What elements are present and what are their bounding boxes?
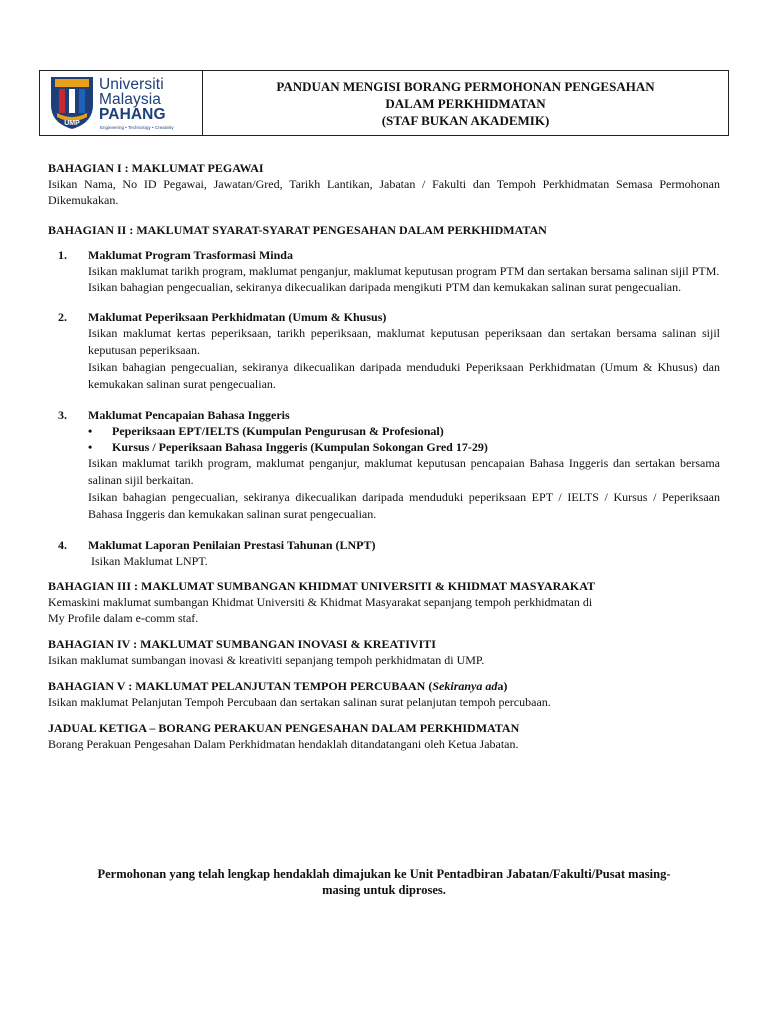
section-5-heading-main: BAHAGIAN V : MAKLUMAT PELANJUTAN TEMPOH PERCUBAAN ( (48, 679, 433, 693)
item-paragraph: Isikan maklumat tarikh program, maklumat penganjur, maklumat keputusan program PTM dan sertakan bersama salinan sijil PTM. (88, 264, 720, 278)
item-paragraph: Isikan maklumat kertas peperiksaan, tarikh peperiksaan, maklumat keputusan peperiksaan dan sertakan bersama salinan sijil keputusan peperiksaan. (88, 326, 720, 357)
university-logo (40, 71, 203, 135)
submission-note (48, 866, 720, 898)
bullet-text: Kursus / Peperiksaan Bahasa Inggeris (Kumpulan Sokongan Gred 17-29) (112, 440, 488, 454)
document-body (48, 160, 720, 752)
section-3-text-line: Kemaskini maklumat sumbangan Khidmat Universiti & Khidmat Masyarakat sepanjang tempoh perkhidmatan di (48, 595, 593, 609)
ump-shield-icon (49, 75, 95, 131)
jadual-ketiga-text: Borang Perakuan Pengesahan Dalam Perkhidmatan hendaklah ditandatangani oleh Ketua Jabatan. (48, 737, 519, 751)
submission-note-line: masing untuk diproses. (322, 883, 446, 897)
item-number: 1. (58, 248, 67, 262)
jadual-ketiga-heading: JADUAL KETIGA – BORANG PERAKUAN PENGESAHAN DALAM PERKHIDMATAN (48, 721, 520, 735)
logo-line: PAHANG (99, 106, 166, 123)
section-2-item-4 (48, 537, 720, 569)
title-line: PANDUAN MENGISI BORANG PERMOHONAN PENGESAHAN (276, 78, 655, 94)
section-5-heading-italic: Sekiranya ad (432, 679, 498, 693)
bullet-item (88, 439, 720, 455)
section-2-item-3 (48, 407, 720, 523)
document-header (39, 70, 729, 136)
section-2-heading: BAHAGIAN II : MAKLUMAT SYARAT-SYARAT PENGESAHAN DALAM PERKHIDMATAN (48, 223, 547, 237)
document-title (203, 71, 728, 135)
logo-badge-text: UMP (64, 120, 80, 127)
section-1-text: Isikan Nama, No ID Pegawai, Jawatan/Gred, Tarikh Lantikan, Jabatan / Fakulti dan Tempoh Perkhidmatan Semasa Permohonan Dikemukakan. (48, 177, 720, 207)
item-paragraph: Isikan bahagian pengecualian, sekiranya dikecualikan daripada menduduki peperiksaan EPT / IELTS / Kursus / Peperiksaan Bahasa Inggeris dan kemukakan salinan surat pengecualian. (88, 490, 720, 521)
bullet-icon: • (88, 424, 93, 438)
item-title: Maklumat Laporan Penilaian Prestasi Tahunan (LNPT) (88, 538, 376, 552)
item-number: 4. (58, 538, 67, 552)
section-4-text: Isikan maklumat sumbangan inovasi & kreativiti sepanjang tempoh perkhidmatan di UMP. (48, 653, 485, 667)
item-number: 3. (58, 408, 67, 422)
item-title: Maklumat Program Trasformasi Minda (88, 248, 293, 262)
section-5-heading-end: a) (497, 679, 508, 693)
section-3-text-line: My Profile dalam e-comm staf. (48, 611, 199, 625)
item-number: 2. (58, 310, 67, 324)
section-2-item-1 (48, 247, 720, 295)
title-line: (STAF BUKAN AKADEMIK) (381, 112, 550, 128)
item-paragraph: Isikan bahagian pengecualian, sekiranya dikecualikan daripada menduduki Peperiksaan Perkhidmatan (Umum & Khusus) dan kemukakan salinan surat pengecualian. (88, 360, 720, 391)
logo-wordmark (99, 77, 166, 122)
logo-line: Universiti (99, 76, 164, 93)
section-5-text: Isikan maklumat Pelanjutan Tempoh Percubaan dan sertakan salinan surat pelanjutan tempoh percubaan. (48, 695, 551, 709)
logo-tagline: Engineering • Technology • Creativity (100, 125, 174, 130)
section-1-heading: BAHAGIAN I : MAKLUMAT PEGAWAI (48, 161, 264, 175)
item-title: Maklumat Peperiksaan Perkhidmatan (Umum & Khusus) (88, 310, 387, 324)
bullet-text: Peperiksaan EPT/IELTS (Kumpulan Pengurusan & Profesional) (112, 424, 444, 438)
submission-note-line: Permohonan yang telah lengkap hendaklah dimajukan ke Unit Pentadbiran Jabatan/Fakulti/Pusat masing- (97, 867, 671, 881)
section-4-heading: BAHAGIAN IV : MAKLUMAT SUMBANGAN INOVASI & KREATIVITI (48, 637, 436, 651)
item-paragraph: Isikan Maklumat LNPT. (88, 554, 208, 568)
section-3-heading: BAHAGIAN III : MAKLUMAT SUMBANGAN KHIDMAT UNIVERSITI & KHIDMAT MASYARAKAT (48, 579, 596, 593)
section-5-heading (48, 678, 720, 694)
item-paragraph: Isikan maklumat tarikh program, maklumat penganjur, maklumat keputusan pencapaian Bahasa Inggeris dan sertakan bersama salinan sijil berkaitan. (88, 456, 720, 487)
item-title: Maklumat Pencapaian Bahasa Inggeris (88, 408, 290, 422)
section-2-item-2 (48, 309, 720, 393)
logo-line: Malaysia (99, 91, 161, 108)
title-line: DALAM PERKHIDMATAN (385, 95, 546, 111)
bullet-item (88, 423, 720, 439)
item-paragraph: Isikan bahagian pengecualian, sekiranya dikecualikan daripada mengikuti PTM dan kemukakan salinan surat pengecualian. (88, 280, 682, 294)
bullet-icon: • (88, 440, 93, 454)
